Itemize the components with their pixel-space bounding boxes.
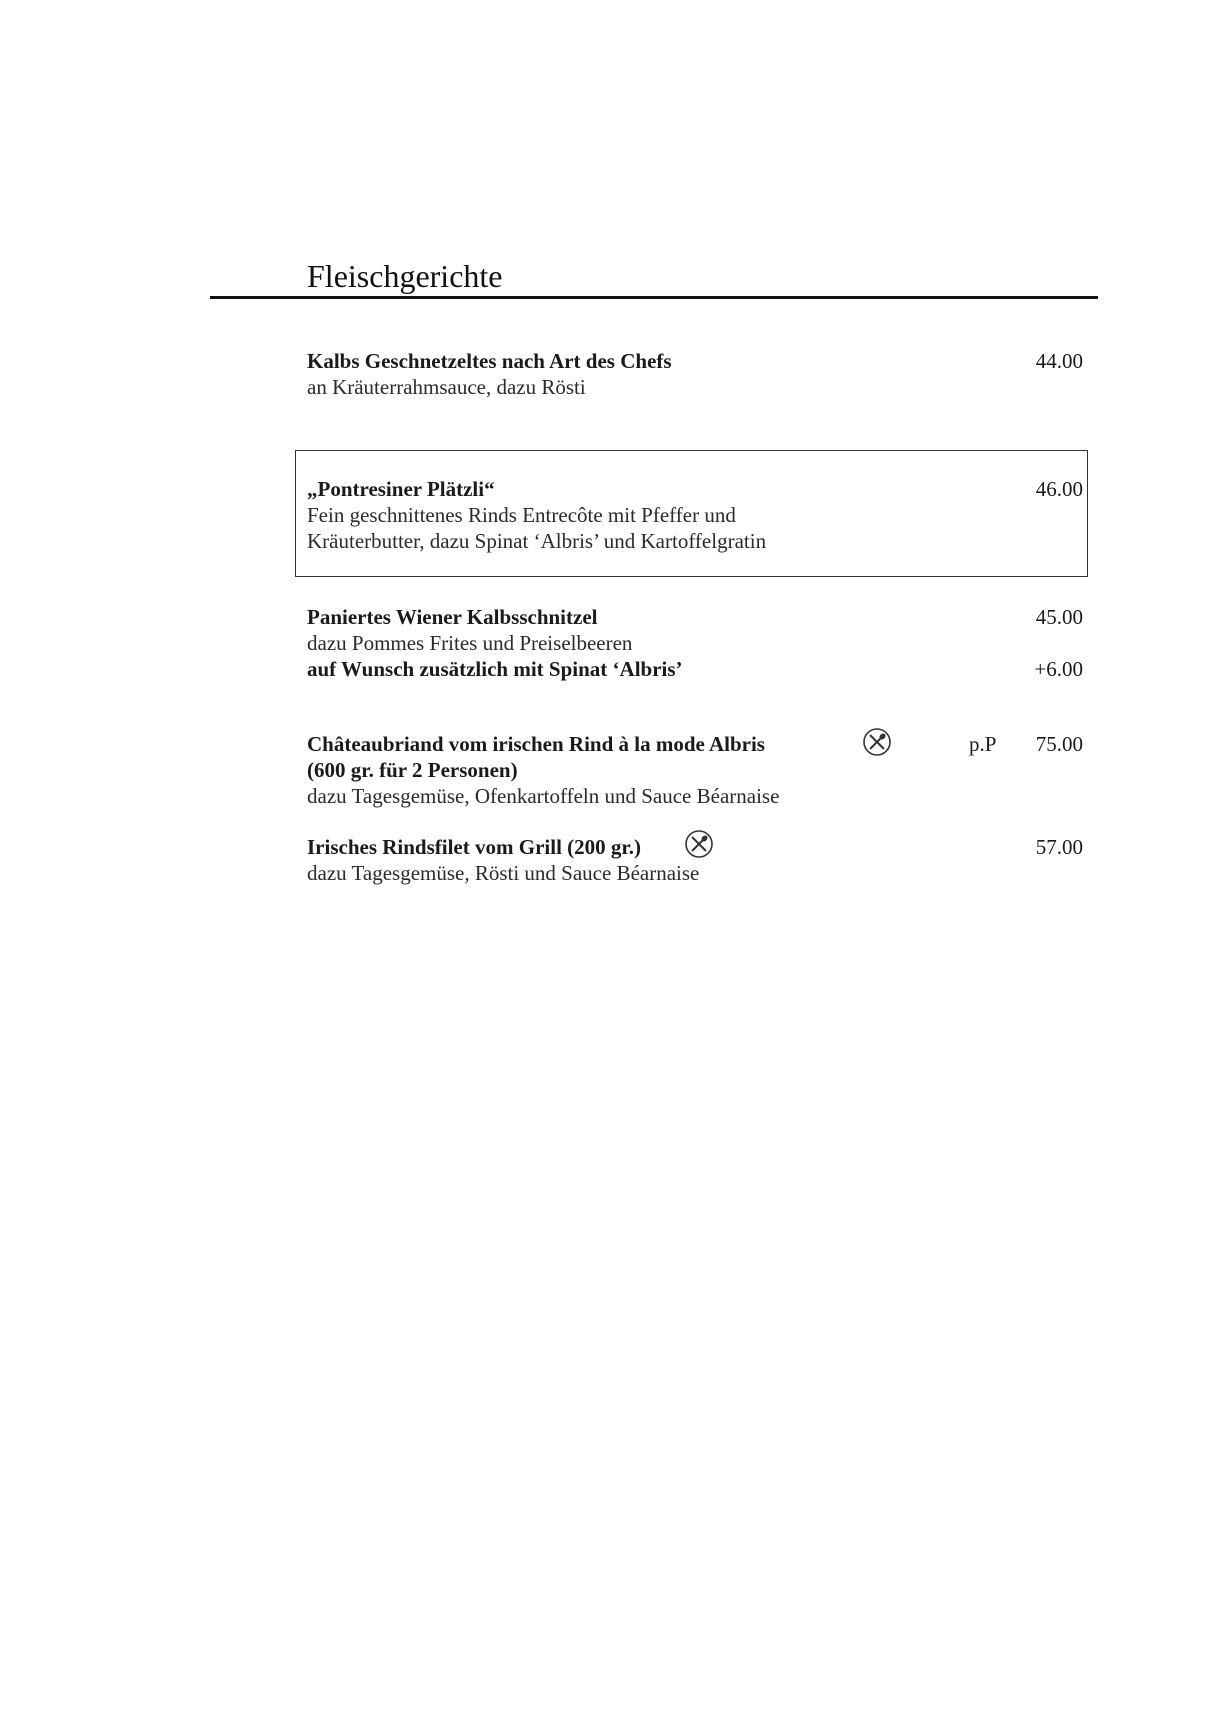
item-price: 57.00 <box>1035 835 1083 859</box>
section-title: Fleischgerichte <box>307 258 503 294</box>
item-extra-option: auf Wunsch zusätzlich mit Spinat ‘Albris’ <box>307 657 683 681</box>
item-name: Irisches Rindsfilet vom Grill (200 gr.) <box>307 835 642 859</box>
cutlery-icon <box>684 829 714 859</box>
item-description: Kräuterbutter, dazu Spinat ‘Albris’ und Kartoffelgratin <box>307 529 767 553</box>
item-description: dazu Tagesgemüse, Ofenkartoffeln und Sauce Béarnaise <box>307 784 780 808</box>
item-description: Fein geschnittenes Rinds Entrecôte mit Pfeffer und <box>307 503 736 527</box>
item-name: Châteaubriand vom irischen Rind à la mode Albris <box>307 732 765 756</box>
item-price: 44.00 <box>1035 349 1083 373</box>
item-description: an Kräuterrahmsauce, dazu Rösti <box>307 375 586 399</box>
item-extra-price: +6.00 <box>1034 657 1083 681</box>
item-price: 46.00 <box>1035 477 1083 501</box>
cutlery-icon <box>862 727 892 757</box>
item-unit: p.P <box>969 732 997 756</box>
item-name: Paniertes Wiener Kalbsschnitzel <box>307 605 598 629</box>
title-divider <box>210 296 1098 299</box>
item-name-line2: (600 gr. für 2 Personen) <box>307 758 518 782</box>
item-description: dazu Tagesgemüse, Rösti und Sauce Béarnaise <box>307 861 700 885</box>
item-name: Kalbs Geschnetzeltes nach Art des Chefs <box>307 349 672 373</box>
item-name: „Pontresiner Plätzli“ <box>307 477 495 501</box>
item-description: dazu Pommes Frites und Preiselbeeren <box>307 631 633 655</box>
item-price: 45.00 <box>1035 605 1083 629</box>
item-price: 75.00 <box>1035 732 1083 756</box>
